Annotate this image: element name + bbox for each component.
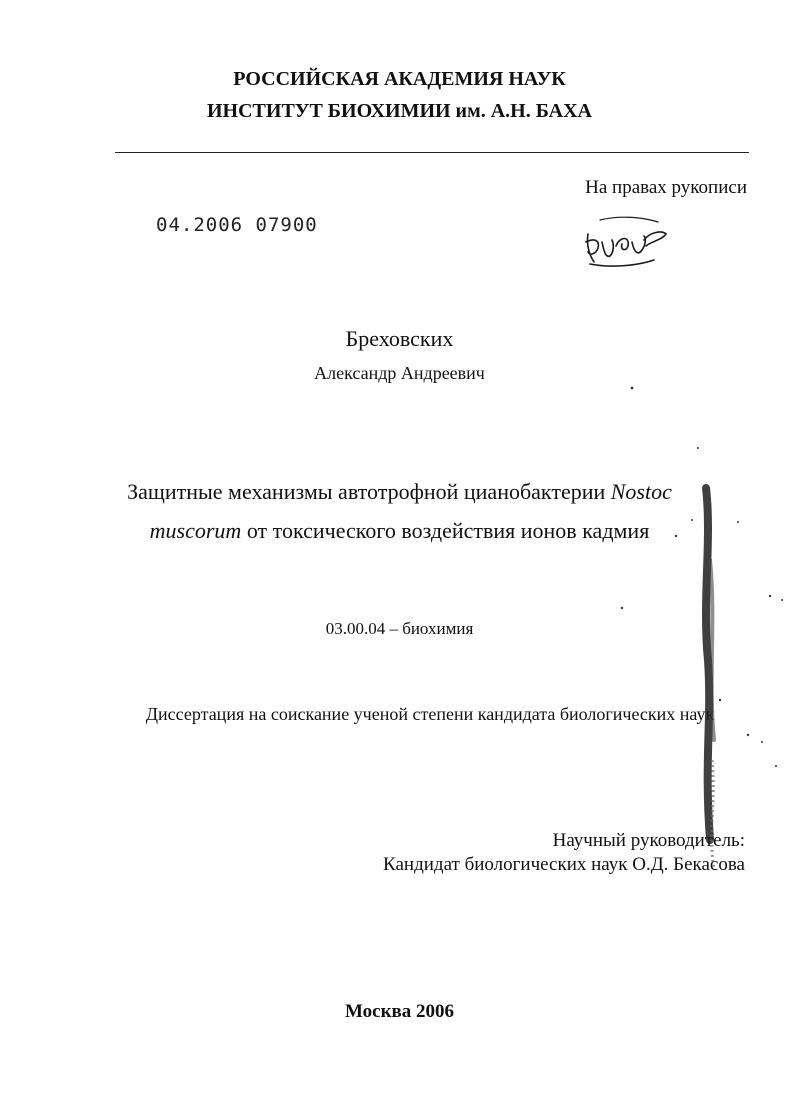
organization-name: РОССИЙСКАЯ АКАДЕМИЯ НАУК — [233, 68, 566, 90]
city-year: Москва 2006 — [344, 1001, 455, 1022]
thesis-degree-statement: Диссертация на соискание ученой степени кандидата биологических наук — [145, 704, 715, 724]
title-text-part1: Защитные механизмы автотрофной цианобактерии — [127, 479, 611, 504]
supervisor-label: Научный руководитель: — [552, 830, 745, 851]
title-genus: Nostoc — [610, 479, 672, 504]
thesis-title-line-1 — [0, 479, 799, 505]
header-divider — [115, 152, 749, 153]
registry-number: 04.2006 07900 — [156, 214, 318, 236]
title-text-part2: от токсического воздействия ионов кадмия — [241, 518, 650, 543]
thesis-title-line-2 — [0, 518, 799, 544]
handwritten-signature — [580, 212, 680, 272]
author-surname: Бреховских — [345, 326, 454, 351]
supervisor-name: Кандидат биологических наук О.Д. Бекасова — [383, 854, 745, 875]
title-species: muscorum — [149, 518, 242, 543]
specialty-code: 03.00.04 – биохимия — [325, 619, 474, 638]
rights-note: На правах рукописи — [585, 177, 747, 198]
author-given-names: Александр Андреевич — [314, 363, 485, 383]
institute-name: ИНСТИТУТ БИОХИМИИ им. А.Н. БАХА — [206, 100, 592, 122]
